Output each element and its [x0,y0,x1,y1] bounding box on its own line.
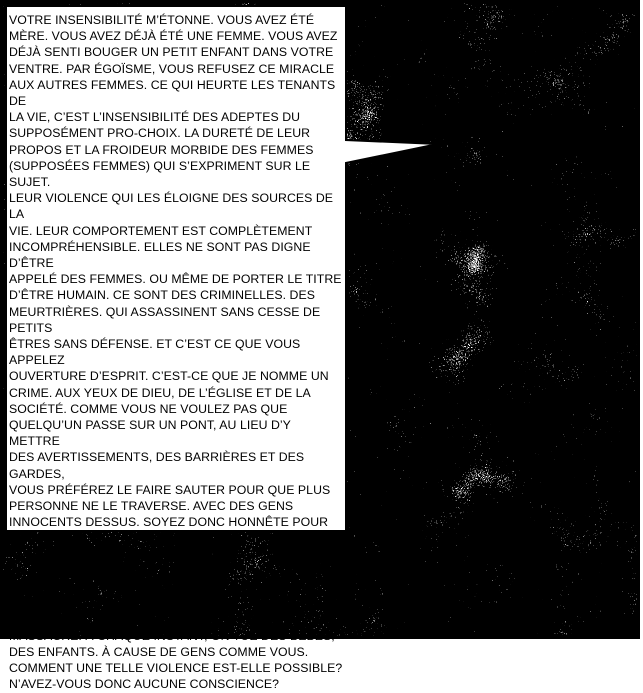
speech-bubble [3,3,643,692]
speech-bubble-text: VOTRE INSENSIBILITÉ M’ÉTONNE. VOUS AVEZ ÉTÉ MÈRE. VOUS AVEZ DÉJÀ ÉTÉ UNE FEMME. VOUS AVEZ DÉJÀ SENTI BOUGER UN PETIT ENFANT DANS VOTRE VENTRE. PAR ÉGOÏSME, VOUS REFUSEZ CE MIRACLE AUX AUTRES FEMMES. CE QUI HEURTE LES TENANTS DE LA VIE, C’EST L’INSENSIBILITÉ DES ADEPTES DU SUPPOSÉMENT PRO-CHOIX. LA DURETÉ DE LEUR PROPOS ET LA FROIDEUR MORBIDE DES FEMMES (SUPPOSÉES FEMMES) QUI S’EXPRIMENT SUR LE SUJET. LEUR VIOLENCE QUI LES ÉLOIGNE DES SOURCES DE LA VIE. LEUR COMPORTEMENT EST COMPLÈTEMENT INCOMPRÉHENSIBLE. ELLES NE SONT PAS DIGNE D’ÊTRE APPELÉ DES FEMMES. OU MÊME DE PORTER LE TITRE D’ÊTRE HUMAIN. CE SONT DES CRIMINELLES. DES MEURTRIÈRES. QUI ASSASSINENT SANS CESSE DE PETITS ÊTRES SANS DÉFENSE. ET C’EST CE QUE VOUS APPELEZ OUVERTURE D’ESPRIT. C’EST-CE QUE JE NOMME UN CRIME. AUX YEUX DE DIEU, DE L’ÉGLISE ET DE LA SOCIÉTÉ. COMME VOUS NE VOULEZ PAS QUE QUELQU’UN PASSE SUR UN PONT, AU LIEU D’Y METTRE DES AVERTISSEMENTS, DES BARRIÈRES ET DES GARDES, VOUS PRÉFÉREZ LE FAIRE SAUTER POUR QUE PLUS PERSONNE NE LE TRAVERSE. AVEC DES GENS INNOCENTS DESSUS. SOYEZ DONC HONNÊTE POUR UNE FOIS. COMMENT CROIRE À VOTRE SENSIBILITÉ QUAND VOUS SALUEZ COMME UNE VICTOIRE CE CARNAGE SUR NOS ENFANTS? TOUS LES JOURS, JE PLEURE SUR CE MASSACRE. À CHAQUE INSTANT, ON TUE DES BÉBÉS, DES ENFANTS. À CAUSE DE GENS COMME VOUS. COMMENT UNE TELLE VIOLENCE EST-ELLE POSSIBLE? N’AVEZ-VOUS DONC AUCUNE CONSCIENCE? [9,13,343,692]
